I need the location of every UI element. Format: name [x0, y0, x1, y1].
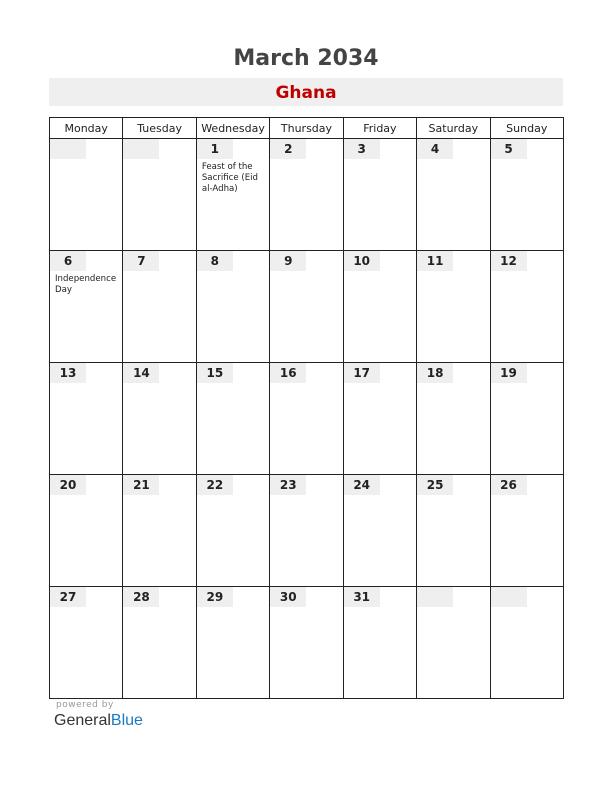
day-number: 9 [270, 251, 306, 271]
day-cell [417, 363, 490, 475]
holiday-label [123, 607, 195, 610]
day-number: 14 [123, 363, 159, 383]
weekday-header-row [50, 118, 564, 139]
weekday-header: Friday [343, 118, 416, 139]
calendar-grid [49, 117, 564, 699]
day-cell [490, 475, 563, 587]
day-cell [50, 475, 123, 587]
holiday-label [491, 159, 563, 162]
day-cell [123, 251, 196, 363]
week-row [50, 587, 564, 699]
holiday-label [197, 383, 269, 386]
weekday-header: Tuesday [123, 118, 196, 139]
holiday-label [417, 271, 489, 274]
day-number: 23 [270, 475, 306, 495]
day-cell [270, 587, 343, 699]
logo-blue-text: Blue [110, 712, 143, 729]
weekday-header: Wednesday [196, 118, 269, 139]
holiday-label [417, 607, 489, 610]
day-cell [123, 475, 196, 587]
holiday-label [270, 159, 342, 162]
day-number: 31 [344, 587, 380, 607]
day-cell [343, 587, 416, 699]
day-number: 15 [197, 363, 233, 383]
day-cell [417, 587, 490, 699]
day-cell [417, 251, 490, 363]
holiday-label [344, 271, 416, 274]
holiday-label [491, 607, 563, 610]
day-number: 2 [270, 139, 306, 159]
day-number: 28 [123, 587, 159, 607]
day-number: 16 [270, 363, 306, 383]
day-cell [270, 363, 343, 475]
holiday-label [50, 159, 122, 162]
day-cell [196, 139, 269, 251]
day-cell [490, 251, 563, 363]
holiday-label [491, 495, 563, 498]
day-number: 24 [344, 475, 380, 495]
day-cell [490, 363, 563, 475]
holiday-label [197, 271, 269, 274]
day-cell [270, 139, 343, 251]
weekday-header: Thursday [270, 118, 343, 139]
day-cell [196, 587, 269, 699]
week-row [50, 251, 564, 363]
day-cell [196, 475, 269, 587]
day-cell [417, 139, 490, 251]
holiday-label [344, 495, 416, 498]
holiday-label [270, 271, 342, 274]
powered-by-text: powered by [56, 700, 114, 710]
holiday-label [491, 383, 563, 386]
holiday-label: Feast of the Sacrifice (Eid al-Adha) [201, 162, 258, 194]
day-cell [123, 363, 196, 475]
day-number: 27 [50, 587, 86, 607]
day-number: 13 [50, 363, 86, 383]
holiday-label [270, 495, 342, 498]
day-cell [196, 251, 269, 363]
day-number: 17 [344, 363, 380, 383]
day-cell [123, 587, 196, 699]
day-cell [417, 475, 490, 587]
holiday-label [344, 159, 416, 162]
weekday-header: Sunday [490, 118, 563, 139]
day-number: 4 [417, 139, 453, 159]
day-cell [196, 363, 269, 475]
day-number: 12 [491, 251, 527, 271]
generalblue-logo[interactable] [54, 712, 143, 730]
day-number: 20 [50, 475, 86, 495]
day-number: 18 [417, 363, 453, 383]
week-row [50, 139, 564, 251]
holiday-label [417, 159, 489, 162]
day-cell [50, 251, 123, 363]
day-number: 5 [491, 139, 527, 159]
day-number: 6 [50, 251, 86, 271]
week-row [50, 475, 564, 587]
weekday-header: Monday [50, 118, 123, 139]
day-number: 19 [491, 363, 527, 383]
holiday-label [344, 607, 416, 610]
day-number: 8 [197, 251, 233, 271]
country-name: Ghana [275, 83, 337, 103]
day-cell [343, 139, 416, 251]
day-cell [490, 139, 563, 251]
country-banner [49, 78, 563, 106]
day-number: 30 [270, 587, 306, 607]
day-number: 21 [123, 475, 159, 495]
holiday-label: Independence Day [55, 274, 117, 295]
holiday-label [197, 495, 269, 498]
holiday-label [491, 271, 563, 274]
day-number [491, 587, 527, 607]
day-cell [343, 251, 416, 363]
day-cell [50, 139, 123, 251]
day-cell [343, 363, 416, 475]
holiday-label [123, 495, 195, 498]
holiday-label [50, 495, 122, 498]
week-row [50, 363, 564, 475]
holiday-label [417, 383, 489, 386]
day-cell [50, 363, 123, 475]
day-number [123, 139, 159, 159]
day-cell [50, 587, 123, 699]
day-number: 26 [491, 475, 527, 495]
day-number [417, 587, 453, 607]
day-number: 1 [197, 139, 233, 159]
day-number: 11 [417, 251, 453, 271]
holiday-label [123, 383, 195, 386]
holiday-label [123, 159, 195, 162]
day-number: 22 [197, 475, 233, 495]
holiday-label [123, 271, 195, 274]
day-number [50, 139, 86, 159]
day-number: 29 [197, 587, 233, 607]
day-cell [270, 475, 343, 587]
day-cell [343, 475, 416, 587]
day-number: 7 [123, 251, 159, 271]
holiday-label [197, 607, 269, 610]
logo-general-text: General [54, 712, 111, 729]
day-number: 3 [344, 139, 380, 159]
holiday-label [344, 383, 416, 386]
holiday-label [50, 383, 122, 386]
holiday-label [270, 383, 342, 386]
holiday-label [50, 607, 122, 610]
holiday-label [417, 495, 489, 498]
day-number: 25 [417, 475, 453, 495]
day-cell [490, 587, 563, 699]
weekday-header: Saturday [417, 118, 490, 139]
day-cell [270, 251, 343, 363]
page-title: March 2034 [233, 46, 379, 71]
day-number: 10 [344, 251, 380, 271]
day-cell [123, 139, 196, 251]
holiday-label [270, 607, 342, 610]
